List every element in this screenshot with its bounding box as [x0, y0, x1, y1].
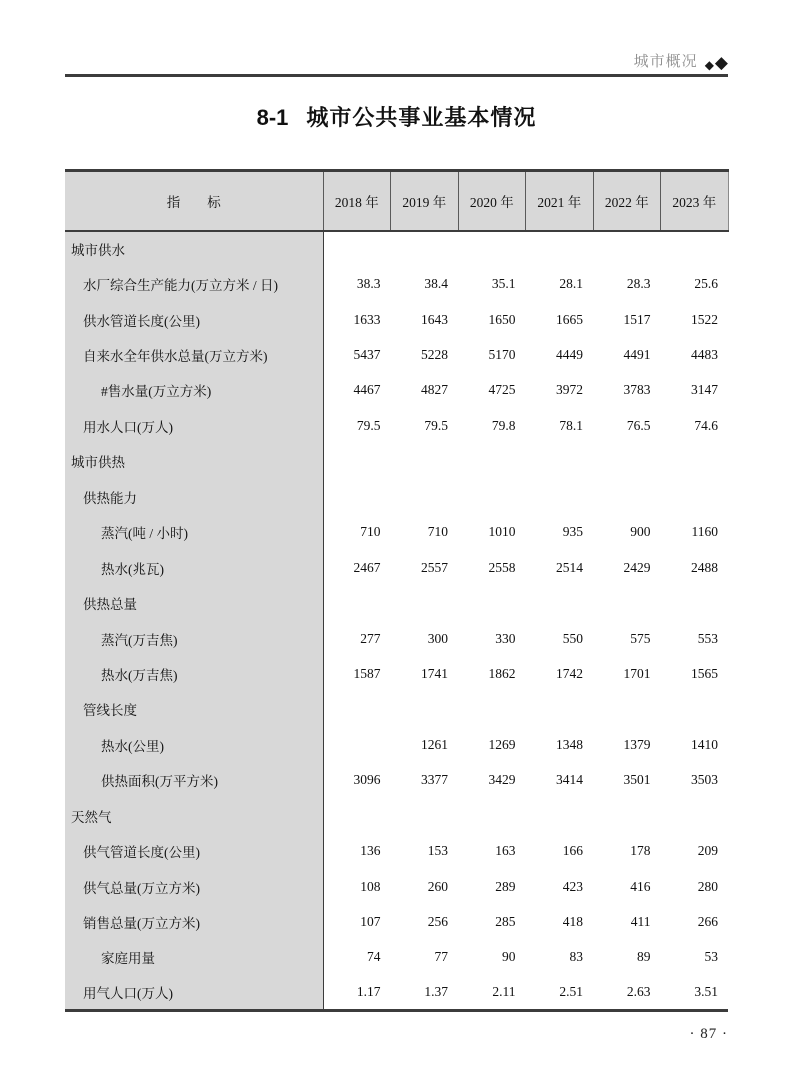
table-number: 8-1 — [256, 105, 289, 130]
cell-value — [526, 585, 594, 620]
cell-value: 1587 — [353, 665, 381, 681]
cell-value — [323, 692, 391, 727]
cell-value — [458, 479, 526, 514]
cell-value: 266 — [697, 914, 718, 930]
cell-value — [661, 479, 729, 514]
cell-value: 28.1 — [559, 276, 583, 292]
table-row — [65, 656, 728, 691]
cell-value: 1701 — [623, 665, 651, 681]
cell-value: 28.3 — [626, 276, 651, 292]
cell-value: 3972 — [556, 382, 583, 398]
cell-value: 3096 — [353, 772, 381, 788]
cell-value — [661, 231, 729, 266]
row-label: 家庭用量 — [65, 940, 323, 975]
cell-value: 2.11 — [492, 984, 516, 1000]
cell-value: 1.17 — [356, 984, 381, 1000]
row-label: 用气人口(万人) — [65, 975, 323, 1010]
running-head-section-label: 城市概况 — [633, 53, 698, 70]
cell-value: 4467 — [353, 382, 381, 398]
cell-value: 89 — [637, 949, 651, 965]
table-row — [65, 479, 728, 514]
year-column-header: 2021 年 — [526, 171, 594, 232]
cell-value: 2488 — [691, 559, 718, 575]
table-row — [65, 940, 728, 975]
cell-value — [526, 479, 594, 514]
cell-value: 285 — [495, 914, 516, 930]
table-row — [65, 975, 728, 1010]
table-title-text: 城市公共事业基本情况 — [306, 105, 537, 130]
indicator-column-header: 指 标 — [65, 171, 323, 232]
cell-value: 3414 — [556, 772, 583, 788]
table-body — [65, 231, 728, 1011]
cell-value: 5170 — [488, 347, 516, 363]
cell-value: 1.37 — [424, 984, 448, 1000]
table-row — [65, 585, 728, 620]
year-column-header: 2022 年 — [593, 171, 661, 232]
table-row — [65, 373, 728, 408]
cell-value: 153 — [427, 843, 448, 859]
cell-value: 3429 — [488, 772, 516, 788]
row-label: 水厂综合生产能力(万立方米 / 日) — [65, 266, 323, 301]
cell-value: 2.51 — [559, 984, 583, 1000]
cell-value — [458, 444, 526, 479]
row-label: 管线长度 — [65, 692, 323, 727]
cell-value: 35.1 — [491, 276, 516, 292]
row-label: 蒸汽(吨 / 小时) — [65, 515, 323, 550]
cell-value — [526, 444, 594, 479]
table-row — [65, 727, 728, 762]
cell-value: 1643 — [421, 311, 448, 327]
cell-value: 553 — [697, 630, 718, 646]
cell-value: 1348 — [556, 736, 583, 752]
cell-value: 1269 — [488, 736, 516, 752]
cell-value — [391, 479, 459, 514]
cell-value: 90 — [502, 949, 516, 965]
page-title — [0, 101, 793, 132]
table-row — [65, 302, 728, 337]
cell-value: 4449 — [556, 347, 583, 363]
row-label: 供热面积(万平方米) — [65, 763, 323, 798]
cell-value — [391, 231, 459, 266]
row-label: 供热总量 — [65, 585, 323, 620]
row-label: 供气总量(万立方米) — [65, 869, 323, 904]
year-column-header: 2019 年 — [391, 171, 459, 232]
table-row — [65, 337, 728, 372]
cell-value: 163 — [495, 843, 516, 859]
cell-value: 289 — [495, 878, 516, 894]
cell-value: 2558 — [488, 559, 516, 575]
cell-value — [391, 444, 459, 479]
cell-value: 3501 — [623, 772, 651, 788]
row-label: 销售总量(万立方米) — [65, 904, 323, 939]
cell-value — [458, 798, 526, 833]
table-row — [65, 798, 728, 833]
cell-value — [323, 479, 391, 514]
cell-value: 83 — [569, 949, 583, 965]
cell-value — [593, 479, 661, 514]
table-row — [65, 408, 728, 443]
cell-value: 280 — [697, 878, 718, 894]
table-header — [65, 171, 728, 232]
cell-value: 1010 — [488, 524, 516, 540]
table-row — [65, 621, 728, 656]
cell-value: 1160 — [691, 524, 718, 540]
cell-value — [661, 444, 729, 479]
cell-value: 79.5 — [356, 417, 381, 433]
row-label: 天然气 — [65, 798, 323, 833]
cell-value: 2429 — [623, 559, 651, 575]
cell-value: 4827 — [421, 382, 448, 398]
table-row — [65, 869, 728, 904]
cell-value: 1565 — [691, 665, 718, 681]
row-label: 蒸汽(万吉焦) — [65, 621, 323, 656]
cell-value: 260 — [427, 878, 448, 894]
cell-value: 1379 — [623, 736, 651, 752]
cell-value: 209 — [697, 843, 718, 859]
cell-value: 1633 — [353, 311, 381, 327]
cell-value — [593, 444, 661, 479]
cell-value: 5228 — [421, 347, 448, 363]
cell-value: 78.1 — [559, 417, 583, 433]
cell-value: 3503 — [691, 772, 718, 788]
cell-value: 1410 — [691, 736, 718, 752]
cell-value: 411 — [630, 914, 651, 930]
cell-value — [526, 692, 594, 727]
cell-value: 550 — [562, 630, 583, 646]
row-label: 用水人口(万人) — [65, 408, 323, 443]
cell-value: 107 — [360, 914, 381, 930]
cell-value — [458, 692, 526, 727]
diamond-icon: ◆ — [704, 58, 714, 72]
cell-value: 2.63 — [626, 984, 651, 1000]
cell-value: 79.5 — [424, 417, 448, 433]
table-row — [65, 231, 728, 266]
row-label: 热水(兆瓦) — [65, 550, 323, 585]
cell-value: 79.8 — [491, 417, 516, 433]
cell-value: 1862 — [488, 665, 516, 681]
cell-value: 77 — [434, 949, 448, 965]
cell-value: 900 — [630, 524, 651, 540]
cell-value: 166 — [562, 843, 583, 859]
cell-value — [391, 798, 459, 833]
row-label: 热水(公里) — [65, 727, 323, 762]
cell-value: 5437 — [353, 347, 381, 363]
cell-value: 575 — [630, 630, 651, 646]
table-row — [65, 515, 728, 550]
cell-value: 330 — [495, 630, 516, 646]
cell-value — [391, 585, 459, 620]
row-label: 城市供热 — [65, 444, 323, 479]
cell-value: 710 — [360, 524, 381, 540]
cell-value: 178 — [630, 843, 651, 859]
cell-value — [593, 798, 661, 833]
cell-value: 4491 — [623, 347, 651, 363]
cell-value: 1742 — [556, 665, 583, 681]
cell-value — [323, 585, 391, 620]
cell-value: 38.3 — [356, 276, 381, 292]
cell-value: 2467 — [353, 559, 381, 575]
cell-value: 1741 — [421, 665, 448, 681]
cell-value — [458, 231, 526, 266]
diamond-icon: ◆ — [714, 53, 728, 72]
table-row — [65, 444, 728, 479]
table-row — [65, 763, 728, 798]
row-label: 城市供水 — [65, 231, 323, 266]
cell-value — [526, 798, 594, 833]
cell-value: 2514 — [556, 559, 583, 575]
year-column-header: 2020 年 — [458, 171, 526, 232]
cell-value — [661, 798, 729, 833]
cell-value: 4483 — [691, 347, 718, 363]
row-label: #售水量(万立方米) — [65, 373, 323, 408]
cell-value: 710 — [427, 524, 448, 540]
cell-value: 3147 — [691, 382, 718, 398]
table-row — [65, 833, 728, 868]
cell-value: 1665 — [556, 311, 583, 327]
table-row — [65, 550, 728, 585]
cell-value: 3783 — [623, 382, 651, 398]
cell-value: 3377 — [421, 772, 448, 788]
cell-value: 25.6 — [694, 276, 718, 292]
cell-value: 108 — [360, 878, 381, 894]
cell-value — [593, 692, 661, 727]
year-column-header: 2023 年 — [661, 171, 729, 232]
cell-value: 3.51 — [694, 984, 718, 1000]
cell-value: 4725 — [488, 382, 516, 398]
running-head — [65, 0, 728, 77]
cell-value: 38.4 — [424, 276, 448, 292]
cell-value: 74 — [367, 949, 381, 965]
row-label: 供热能力 — [65, 479, 323, 514]
cell-value: 74.6 — [694, 417, 718, 433]
row-label: 热水(万吉焦) — [65, 656, 323, 691]
cell-value: 2557 — [421, 559, 448, 575]
cell-value: 256 — [427, 914, 448, 930]
cell-value — [391, 692, 459, 727]
cell-value: 935 — [562, 524, 583, 540]
cell-value: 300 — [427, 630, 448, 646]
cell-value — [323, 444, 391, 479]
table-header-row — [65, 171, 728, 232]
cell-value: 136 — [360, 843, 381, 859]
cell-value: 1261 — [421, 736, 448, 752]
table-row — [65, 904, 728, 939]
row-label: 自来水全年供水总量(万立方米) — [65, 337, 323, 372]
cell-value — [593, 585, 661, 620]
cell-value: 416 — [630, 878, 651, 894]
cell-value: 1650 — [488, 311, 516, 327]
cell-value: 1517 — [623, 311, 651, 327]
cell-value — [458, 585, 526, 620]
table-row — [65, 692, 728, 727]
table-row — [65, 266, 728, 301]
cell-value: 53 — [704, 949, 718, 965]
cell-value — [323, 798, 391, 833]
row-label: 供气管道长度(公里) — [65, 833, 323, 868]
page-number: · 87 · — [689, 1026, 728, 1042]
year-column-header: 2018 年 — [323, 171, 391, 232]
cell-value: 423 — [562, 878, 583, 894]
cell-value: 277 — [360, 630, 381, 646]
cell-value: 76.5 — [626, 417, 651, 433]
cell-value — [593, 231, 661, 266]
cell-value: 1522 — [691, 311, 718, 327]
cell-value: 418 — [562, 914, 583, 930]
cell-value — [323, 727, 391, 762]
cell-value — [526, 231, 594, 266]
cell-value — [323, 231, 391, 266]
cell-value — [661, 585, 729, 620]
cell-value — [661, 692, 729, 727]
row-label: 供水管道长度(公里) — [65, 302, 323, 337]
statistics-table — [65, 169, 729, 1012]
